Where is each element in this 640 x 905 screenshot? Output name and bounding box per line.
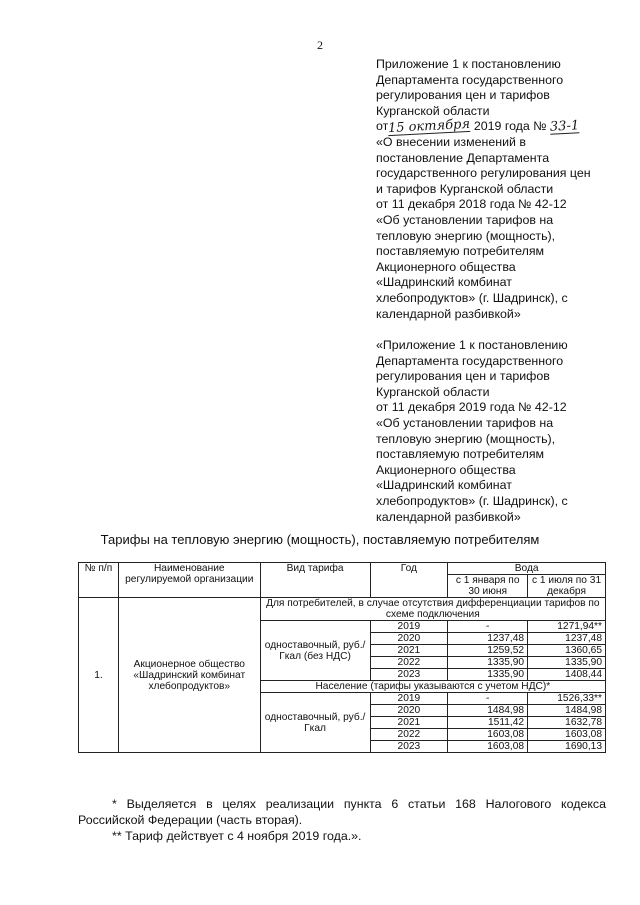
value-h2: 1603,08 xyxy=(528,729,606,741)
value-h2: 1408,44 xyxy=(528,669,606,681)
year-cell: 2023 xyxy=(370,669,448,681)
appendix-header xyxy=(376,57,626,525)
quoted-appendix-line: от 11 декабря 2019 года № 42-12 xyxy=(376,400,567,415)
header-water: Вода xyxy=(448,563,606,575)
year-cell: 2022 xyxy=(370,729,448,741)
appendix-line: Приложение 1 к постановлению xyxy=(376,57,561,71)
appendix-subject-line: государственного регулирования цен xyxy=(376,166,591,181)
date-year: 2019 года № xyxy=(473,119,547,134)
quoted-appendix-line: «Об установлении тарифов на xyxy=(376,416,554,431)
header-period1: с 1 января по 30 июня xyxy=(448,575,528,598)
value-h2: 1335,90 xyxy=(528,657,606,669)
value-h2: 1526,33** xyxy=(528,693,606,705)
value-h2: 1484,98 xyxy=(528,705,606,717)
organization-name: Акционерное общество «Шадринский комбинат хлебопродуктов» xyxy=(118,598,260,753)
quoted-appendix-line: Курганской области xyxy=(376,384,490,399)
table-row xyxy=(79,598,606,621)
year-cell: 2021 xyxy=(370,645,448,657)
value-h2: 1632,78 xyxy=(528,717,606,729)
value-h1: - xyxy=(448,621,528,633)
quoted-appendix-line: календарной разбивкой» xyxy=(376,509,521,524)
quoted-appendix-line: регулирования цен и тарифов xyxy=(376,369,550,384)
handwritten-date: 15 октября xyxy=(387,117,471,137)
appendix-subject-line: постановление Департамента xyxy=(376,150,550,165)
appendix-line: регулирования цен и тарифов xyxy=(376,88,550,103)
appendix-subject-line: «Шадринский комбинат xyxy=(376,275,512,290)
header-period2: с 1 июля по 31 декабря xyxy=(528,575,606,598)
year-cell: 2021 xyxy=(370,717,448,729)
header-org: Наименование регулируемой организации xyxy=(118,563,260,598)
quoted-appendix-line: хлебопродуктов» (г. Шадринск), с xyxy=(376,494,568,509)
footnote-2: ** Тариф действует с 4 ноября 2019 года.». xyxy=(112,829,362,843)
section2-label: Население (тарифы указываются с учетом НДС)* xyxy=(260,681,605,693)
value-h1: 1603,08 xyxy=(448,741,528,753)
quoted-appendix-line: поставляемую потребителям xyxy=(376,447,545,462)
appendix-date-line xyxy=(376,119,626,135)
appendix-subject-line: календарной разбивкой» xyxy=(376,306,521,321)
page-number: 2 xyxy=(317,38,323,52)
value-h2: 1360,65 xyxy=(528,645,606,657)
appendix-line: Курганской области xyxy=(376,103,490,118)
value-h1: 1237,48 xyxy=(448,633,528,645)
value-h1: 1511,42 xyxy=(448,717,528,729)
quoted-appendix-line: «Приложение 1 к постановлению xyxy=(376,338,568,353)
year-cell: 2023 xyxy=(370,741,448,753)
quoted-appendix-line: тепловую энергию (мощность), xyxy=(376,431,556,446)
quoted-appendix-line: Акционерного общества xyxy=(376,462,516,477)
appendix-subject-line: «О внесении изменений в xyxy=(376,134,526,149)
value-h2: 1690,13 xyxy=(528,741,606,753)
section2-tariff-type: одноставочный, руб./Гкал xyxy=(260,693,370,753)
table-header-row xyxy=(79,563,606,575)
appendix-subject-line: поставляемую потребителям xyxy=(376,244,545,259)
value-h1: 1335,90 xyxy=(448,657,528,669)
appendix-line: Департамента государственного xyxy=(376,72,564,87)
section1-label: Для потребителей, в случае отсутствия дифференциации тарифов по схеме подключения xyxy=(260,598,605,621)
header-type: Вид тарифа xyxy=(260,563,370,598)
year-cell: 2019 xyxy=(370,693,448,705)
appendix-subject-line: и тарифов Курганской области xyxy=(376,181,554,196)
value-h1: 1603,08 xyxy=(448,729,528,741)
value-h2: 1237,48 xyxy=(528,633,606,645)
quoted-appendix-line: «Шадринский комбинат xyxy=(376,478,512,493)
tariff-table xyxy=(78,562,606,753)
appendix-subject-line: хлебопродуктов» (г. Шадринск), с xyxy=(376,290,568,305)
year-cell: 2019 xyxy=(370,621,448,633)
value-h1: - xyxy=(448,693,528,705)
appendix-subject-line: Акционерного общества xyxy=(376,259,516,274)
handwritten-number: 33-1 xyxy=(549,118,580,136)
quoted-appendix-line: Департамента государственного xyxy=(376,353,564,368)
appendix-subject-line: тепловую энергию (мощность), xyxy=(376,228,556,243)
header-year: Год xyxy=(370,563,448,598)
value-h1: 1259,52 xyxy=(448,645,528,657)
footnotes xyxy=(78,796,606,844)
header-num: № п/п xyxy=(79,563,119,598)
appendix-subject-line: «Об установлении тарифов на xyxy=(376,212,554,227)
value-h2: 1271,94** xyxy=(528,621,606,633)
appendix-subject-line: от 11 декабря 2018 года № 42-12 xyxy=(376,197,567,212)
year-cell: 2020 xyxy=(370,705,448,717)
value-h1: 1484,98 xyxy=(448,705,528,717)
value-h1: 1335,90 xyxy=(448,669,528,681)
table-title: Тарифы на тепловую энергию (мощность), поставляемую потребителям xyxy=(100,532,540,547)
year-cell: 2022 xyxy=(370,657,448,669)
date-prefix: от xyxy=(376,119,389,134)
footnote-1: * Выделяется в целях реализации пункта 6 статьи 168 Налогового кодекса Российской Федерации (часть вторая). xyxy=(78,797,606,827)
row-number: 1. xyxy=(79,598,119,753)
section1-tariff-type: одноставочный, руб./Гкал (без НДС) xyxy=(260,621,370,681)
year-cell: 2020 xyxy=(370,633,448,645)
